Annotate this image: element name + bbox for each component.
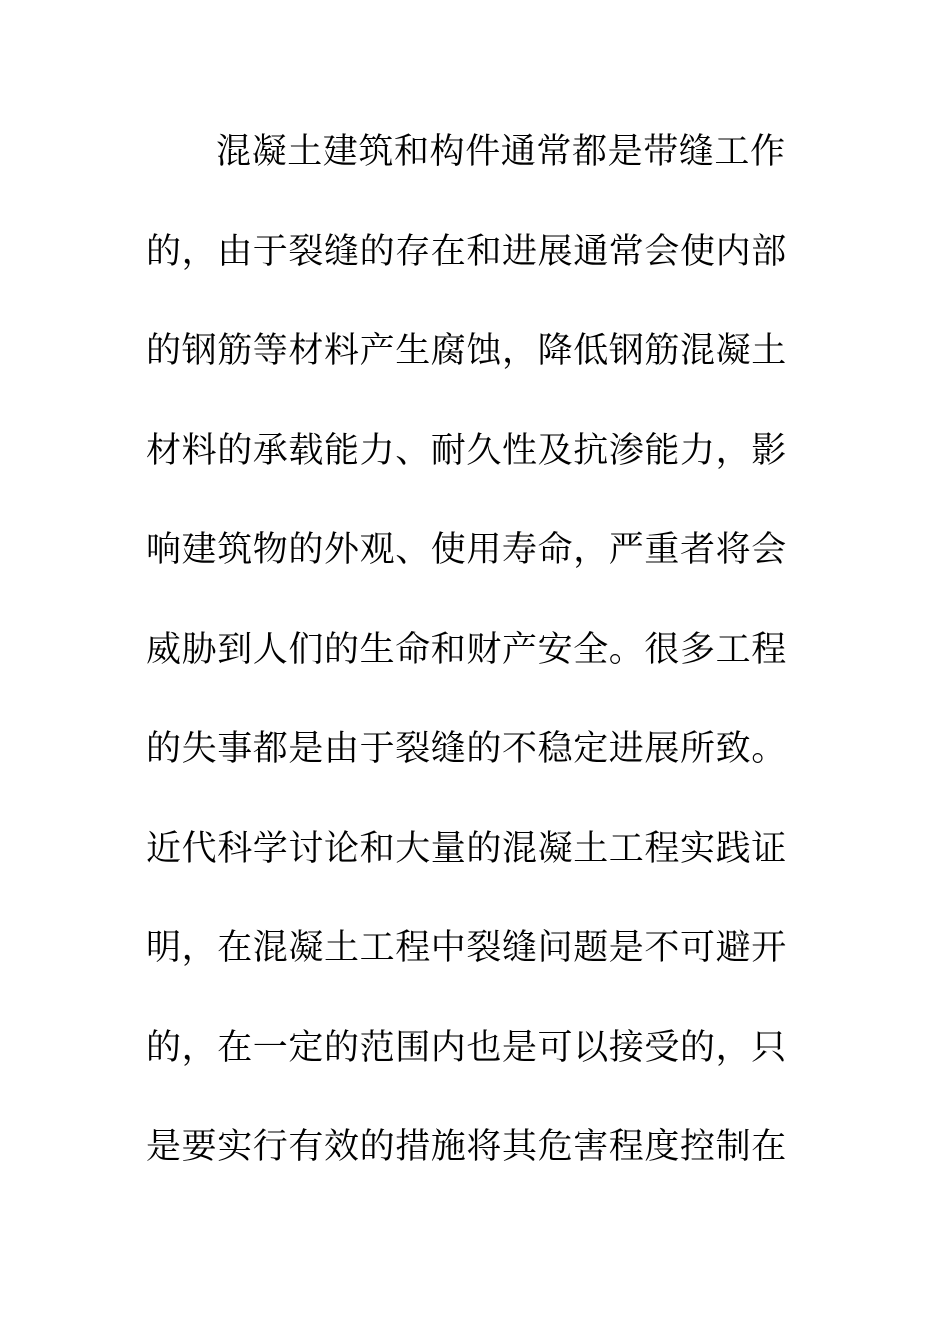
paragraph-line-3: 的钢筋等材料产生腐蚀，降低钢筋混凝土 [146,331,787,371]
paragraph-line-10: 的，在一定的范围内也是可以接受的，只 [146,1027,787,1068]
paragraph-line-7: 的失事都是由于裂缝的不稳定进展所致。 [146,729,787,769]
paragraph-line-2: 的，由于裂缝的存在和进展通常会使内部 [146,231,787,272]
paragraph-line-5: 响建筑物的外观、使用寿命，严重者将会 [146,530,787,570]
paragraph-line-4: 材料的承载能力、耐久性及抗渗能力，影 [146,430,787,471]
paragraph-line-6: 威胁到人们的生命和财产安全。很多工程 [146,629,787,670]
paragraph-line-1: 混凝土建筑和构件通常都是带缝工作 [216,132,786,172]
body-paragraph [146,124,786,1219]
paragraph-line-9: 明，在混凝土工程中裂缝问题是不可避开 [146,928,787,968]
paragraph-line-8: 近代科学讨论和大量的混凝土工程实践证 [146,828,787,869]
paragraph-line-11: 是要实行有效的措施将其危害程度控制在 [146,1127,787,1167]
